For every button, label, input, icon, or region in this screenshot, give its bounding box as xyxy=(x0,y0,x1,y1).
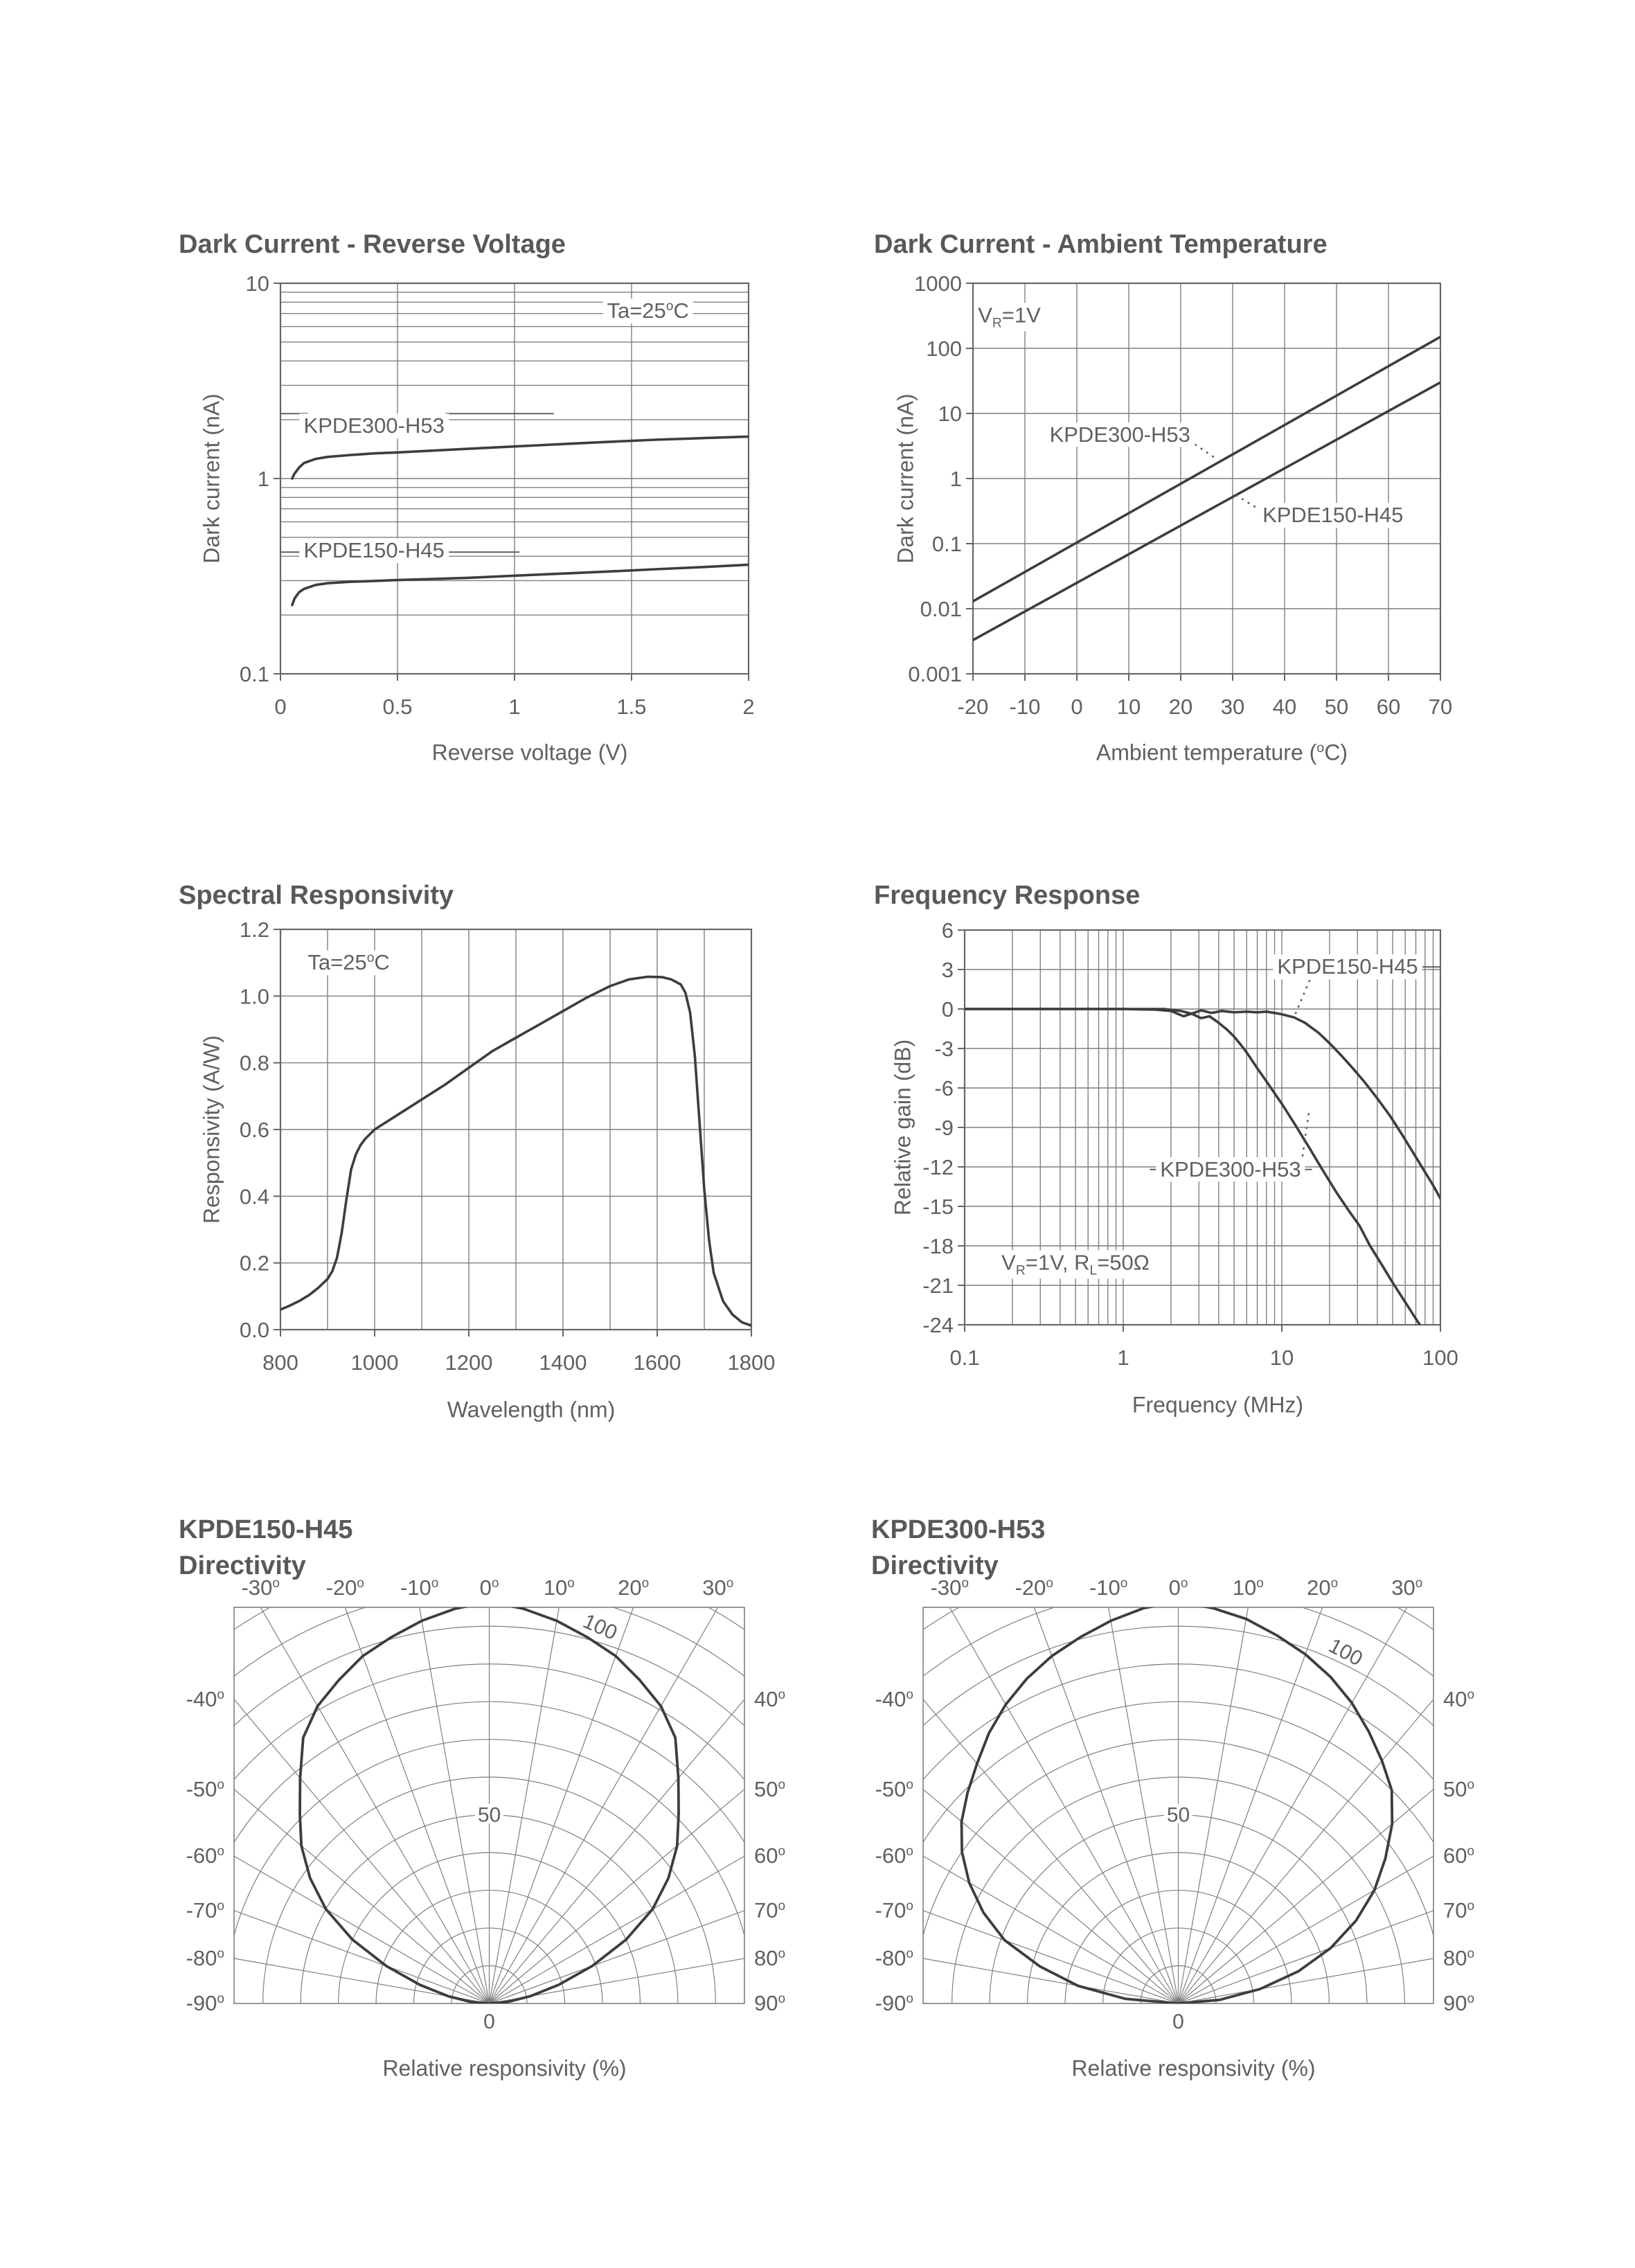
angle-label-top: -10$^o$ xyxy=(1089,1575,1128,1600)
y-tick-label: 3 xyxy=(941,958,954,982)
y-tick-label: 0.1 xyxy=(931,532,962,556)
radial-label-100: 100 xyxy=(1325,1634,1366,1671)
chart-title: KPDE300-H53 xyxy=(871,1515,1046,1544)
angle-label-top: 30$^o$ xyxy=(702,1575,734,1600)
angle-label-right: 90$^o$ xyxy=(754,1991,786,2015)
angle-label-left: -40$^o$ xyxy=(186,1686,224,1711)
series-label-kpde150-h45: KPDE150-H45 xyxy=(1258,503,1407,528)
series-label-kpde300-h53: KPDE300-H53 xyxy=(1156,1157,1305,1182)
y-tick-label: -21 xyxy=(922,1274,954,1298)
polar-ray xyxy=(1034,1607,1178,2003)
y-tick-label: 100 xyxy=(926,337,962,361)
x-axis-label: Ambient temperature ($^o$C) xyxy=(1096,740,1348,765)
angle-label-top: -30$^o$ xyxy=(930,1575,969,1600)
x-tick-label: 1000 xyxy=(350,1350,399,1375)
x-axis-label: Reverse voltage (V) xyxy=(431,740,628,765)
curve-kpde300-h53 xyxy=(973,337,1440,601)
polar-ray xyxy=(1179,1699,1434,2003)
y-axis-label: Relative gain (dB) xyxy=(890,1039,915,1216)
y-tick-label: -24 xyxy=(922,1313,954,1337)
angle-label-right: 50$^o$ xyxy=(1443,1776,1475,1801)
x-tick-label: 60 xyxy=(1376,695,1401,719)
radial-label-100: 100 xyxy=(579,1609,621,1645)
radial-label-50: 50 xyxy=(1166,1803,1190,1827)
polar-ray xyxy=(234,1789,490,2003)
y-tick-label: 1.0 xyxy=(239,984,269,1009)
chart-subtitle: Directivity xyxy=(179,1551,306,1580)
x-tick-label: 1 xyxy=(508,695,521,719)
polar-ray xyxy=(1179,1607,1323,2003)
y-tick-label: -6 xyxy=(934,1076,954,1100)
annotation-vr1v: $V_R=1V$ xyxy=(974,303,1045,332)
series-label-kpde300-h53: KPDE300-H53 xyxy=(1046,422,1195,447)
annotation-ta25c: $Ta=25^oC$ xyxy=(602,298,693,323)
x-tick-label: 1.5 xyxy=(616,695,647,719)
y-tick-label: 1000 xyxy=(914,271,962,296)
series-label-kpde150-h45: KPDE150-H45 xyxy=(1273,954,1422,979)
leader-line xyxy=(1303,1113,1309,1157)
x-axis-label: Frequency (MHz) xyxy=(1132,1392,1304,1418)
polar-ray xyxy=(949,1607,1178,2003)
angle-label-top: -20$^o$ xyxy=(325,1575,365,1600)
angle-label-top: 0$^o$ xyxy=(479,1575,499,1600)
x-tick-label: 50 xyxy=(1324,695,1349,719)
polar-ray xyxy=(345,1607,489,2003)
y-tick-label: 0.6 xyxy=(239,1118,269,1142)
angle-label-left: -70$^o$ xyxy=(186,1898,224,1922)
y-tick-label: 0.001 xyxy=(908,662,962,686)
polar-ray xyxy=(1179,1789,1434,2003)
angle-label-right: 50$^o$ xyxy=(754,1776,786,1801)
angle-label-right: 80$^o$ xyxy=(754,1946,786,1971)
leader-line xyxy=(1294,980,1310,1016)
chart-title: Spectral Responsivity xyxy=(179,880,454,910)
angle-label-left: -80$^o$ xyxy=(875,1946,913,1971)
polar-ray xyxy=(490,1607,634,2003)
y-tick-label: 0.4 xyxy=(239,1184,269,1209)
y-tick-label: 0 xyxy=(941,997,954,1021)
angle-label-top: -10$^o$ xyxy=(400,1575,439,1600)
x-tick-label: 800 xyxy=(262,1350,298,1375)
y-tick-label: 0.01 xyxy=(920,597,962,621)
angle-label-left: -40$^o$ xyxy=(875,1686,913,1711)
y-tick-label: -18 xyxy=(922,1234,954,1258)
y-tick-label: 0.2 xyxy=(239,1251,269,1276)
angle-label-top: -30$^o$ xyxy=(241,1575,280,1600)
angle-label-right: 60$^o$ xyxy=(1443,1843,1475,1868)
y-tick-label: -15 xyxy=(922,1195,954,1219)
angle-label-left: -50$^o$ xyxy=(186,1776,224,1801)
curve-kpde150-h45 xyxy=(292,564,749,605)
x-tick-label: 0.5 xyxy=(382,695,413,719)
angle-label-left: -70$^o$ xyxy=(875,1898,913,1922)
y-axis-label: Dark current (nA) xyxy=(199,393,224,564)
polar-ray xyxy=(490,1699,745,2003)
radial-label-0: 0 xyxy=(1172,2010,1184,2033)
series-label-kpde300-h53: KPDE300-H53 xyxy=(300,413,449,438)
x-tick-label: 40 xyxy=(1272,695,1297,719)
y-tick-label: -9 xyxy=(934,1116,954,1140)
annotation-ta25c: $Ta=25^oC$ xyxy=(303,950,393,975)
angle-label-top: 10$^o$ xyxy=(1232,1575,1264,1600)
polar-ray xyxy=(234,1911,490,2003)
x-tick-label: 0.1 xyxy=(949,1346,980,1370)
angle-label-right: 60$^o$ xyxy=(754,1843,786,1868)
x-tick-label: 10 xyxy=(1269,1346,1294,1370)
x-tick-label: 10 xyxy=(1116,695,1141,719)
x-tick-label: 1200 xyxy=(445,1350,493,1375)
x-axis-label: Relative responsivity (%) xyxy=(382,2055,627,2081)
x-axis-label: Relative responsivity (%) xyxy=(1071,2055,1316,2081)
x-tick-label: 100 xyxy=(1422,1346,1458,1370)
x-tick-label: -20 xyxy=(957,695,989,719)
y-axis-label: Responsivity (A/W) xyxy=(199,1035,224,1224)
y-tick-label: -12 xyxy=(922,1155,954,1179)
radial-label-0: 0 xyxy=(483,2010,495,2033)
angle-label-right: 40$^o$ xyxy=(754,1686,786,1711)
y-tick-label: 1 xyxy=(257,467,269,491)
angle-label-right: 90$^o$ xyxy=(1443,1991,1475,2015)
angle-label-top: 20$^o$ xyxy=(1307,1575,1339,1600)
polar-ray xyxy=(490,1911,745,2003)
x-tick-label: 2 xyxy=(742,695,755,719)
polar-ray xyxy=(490,1789,745,2003)
angle-label-right: 70$^o$ xyxy=(1443,1898,1475,1922)
chart-title: Dark Current - Reverse Voltage xyxy=(179,229,566,259)
angle-label-left: -80$^o$ xyxy=(186,1946,224,1971)
angle-label-left: -90$^o$ xyxy=(186,1991,224,2015)
angle-label-right: 70$^o$ xyxy=(754,1898,786,1922)
angle-label-left: -90$^o$ xyxy=(875,1991,913,2015)
polar-ray xyxy=(1179,1911,1434,2003)
y-tick-label: 0.8 xyxy=(239,1051,269,1075)
angle-label-left: -50$^o$ xyxy=(875,1776,913,1801)
polar-ray xyxy=(490,1607,718,2003)
y-axis-label: Dark current (nA) xyxy=(893,393,918,564)
angle-label-right: 40$^o$ xyxy=(1443,1686,1475,1711)
x-tick-label: 1 xyxy=(1117,1346,1129,1370)
x-tick-label: 0 xyxy=(1071,695,1083,719)
y-tick-label: 6 xyxy=(941,918,954,943)
x-tick-label: 1800 xyxy=(727,1350,776,1375)
x-tick-label: 70 xyxy=(1428,695,1453,719)
angle-label-left: -60$^o$ xyxy=(186,1843,224,1868)
radial-label-50: 50 xyxy=(477,1803,501,1827)
polar-ray xyxy=(1179,1607,1407,2003)
angle-label-top: 20$^o$ xyxy=(618,1575,650,1600)
chart-title: KPDE150-H45 xyxy=(179,1515,353,1544)
chart-title: Frequency Response xyxy=(874,880,1141,910)
y-tick-label: -3 xyxy=(934,1037,954,1061)
angle-label-left: -60$^o$ xyxy=(875,1843,913,1868)
y-tick-label: 10 xyxy=(245,271,269,296)
angle-label-top: 30$^o$ xyxy=(1391,1575,1423,1600)
x-tick-label: -10 xyxy=(1009,695,1041,719)
polar-ray xyxy=(234,1699,490,2003)
curve-kpde300-h53 xyxy=(292,436,749,479)
angle-label-top: -20$^o$ xyxy=(1015,1575,1054,1600)
x-axis-label: Wavelength (nm) xyxy=(447,1397,616,1422)
y-tick-label: 0.0 xyxy=(239,1318,269,1342)
angle-label-top: 10$^o$ xyxy=(543,1575,575,1600)
angle-label-right: 80$^o$ xyxy=(1443,1946,1475,1971)
y-tick-label: 1.2 xyxy=(239,918,269,942)
x-tick-label: 30 xyxy=(1220,695,1245,719)
x-tick-label: 1600 xyxy=(633,1350,681,1375)
lobe-kpde300-h53 xyxy=(962,1602,1393,2003)
polar-ray xyxy=(260,1607,489,2003)
x-tick-label: 0 xyxy=(274,695,287,719)
chart-subtitle: Directivity xyxy=(871,1551,999,1580)
x-tick-label: 1400 xyxy=(539,1350,587,1375)
y-tick-label: 1 xyxy=(949,467,962,491)
polar-ray xyxy=(923,1911,1179,2003)
series-label-kpde150-h45: KPDE150-H45 xyxy=(300,538,449,563)
y-tick-label: 10 xyxy=(938,402,962,426)
angle-label-top: 0$^o$ xyxy=(1168,1575,1188,1600)
leader-line xyxy=(1233,493,1261,511)
chart-title: Dark Current - Ambient Temperature xyxy=(874,229,1328,259)
y-tick-label: 0.1 xyxy=(239,662,269,686)
x-tick-label: 20 xyxy=(1168,695,1193,719)
annotation-vr-rl: $V_R=1V$, $R_L=50\Omega$ xyxy=(997,1250,1154,1278)
